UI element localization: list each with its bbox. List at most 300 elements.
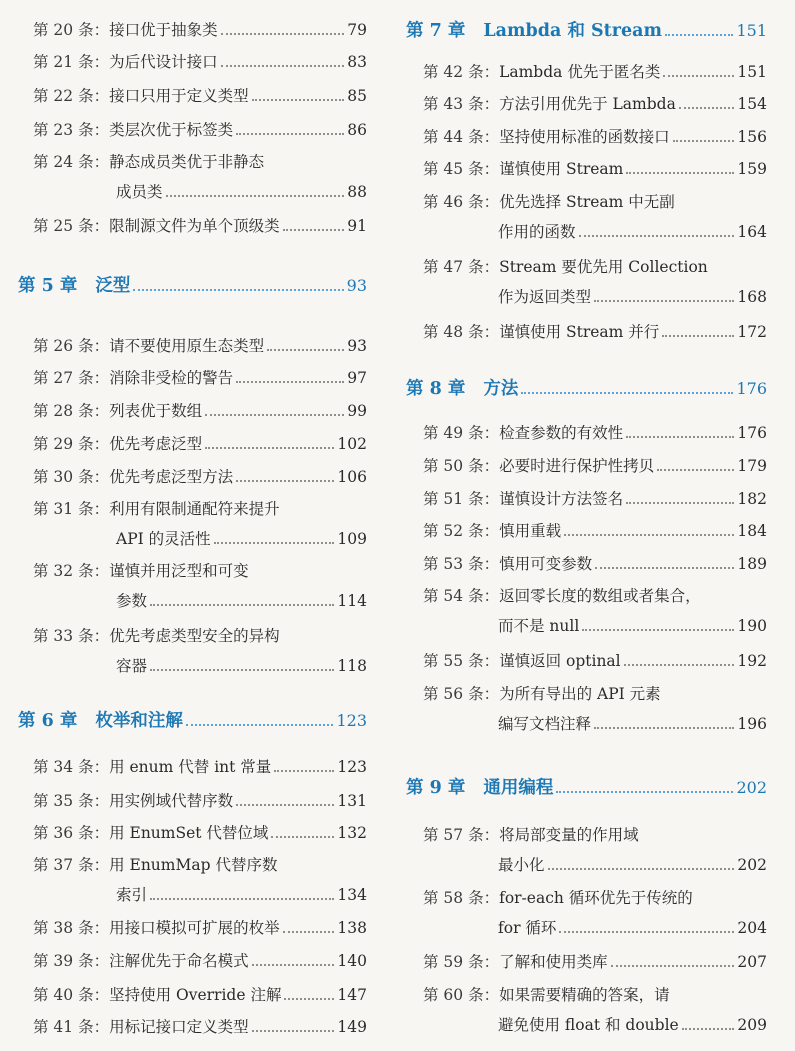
toc-item[interactable] bbox=[0, 15, 385, 45]
chapter-number: 第 5 章 bbox=[18, 276, 78, 296]
dot-leader bbox=[595, 567, 734, 569]
item-title: 注解优先于命名模式 bbox=[109, 952, 249, 970]
item-line bbox=[33, 850, 367, 880]
item-line bbox=[33, 524, 367, 554]
item-line bbox=[33, 556, 367, 586]
page-number: 138 bbox=[337, 919, 367, 937]
toc-item[interactable] bbox=[0, 850, 385, 910]
page-number: 192 bbox=[737, 652, 767, 670]
item-line bbox=[423, 980, 767, 1010]
item-title: 为后代设计接口 bbox=[109, 53, 218, 71]
item-line bbox=[423, 1010, 767, 1040]
item-title: 接口优于抽象类 bbox=[109, 21, 218, 39]
page-number: 132 bbox=[337, 824, 367, 842]
item-number: 第 48 条： bbox=[423, 323, 500, 341]
page-number: 91 bbox=[347, 217, 367, 235]
item-title: 参数 bbox=[116, 592, 148, 610]
page-number: 176 bbox=[737, 424, 767, 442]
item-line bbox=[33, 115, 367, 145]
toc-item[interactable] bbox=[0, 429, 385, 459]
toc-item[interactable] bbox=[0, 621, 385, 681]
item-title: 为所有导出的 API 元素 bbox=[499, 685, 661, 703]
item-title: 谨慎设计方法签名 bbox=[499, 490, 624, 508]
page-number: 93 bbox=[346, 276, 367, 295]
item-line bbox=[423, 187, 767, 217]
item-number: 第 21 条： bbox=[33, 53, 110, 71]
toc-item[interactable] bbox=[398, 980, 795, 1040]
dot-leader bbox=[271, 836, 334, 838]
item-title: 利用有限制通配符来提升 bbox=[109, 500, 280, 518]
item-title: 容器 bbox=[116, 657, 148, 675]
item-number: 第 30 条： bbox=[33, 468, 110, 486]
item-title: 谨慎使用 Stream 并行 bbox=[499, 323, 660, 341]
item-line bbox=[33, 462, 367, 492]
item-number: 第 55 条： bbox=[423, 652, 500, 670]
item-title: 静态成员类优于非静态 bbox=[109, 153, 265, 171]
dot-leader bbox=[665, 34, 733, 36]
page-number: 147 bbox=[337, 986, 367, 1004]
item-number: 第 39 条： bbox=[33, 952, 110, 970]
item-title: 用实例域代替序数 bbox=[109, 792, 234, 810]
item-title: 最小化 bbox=[498, 856, 545, 874]
chapter-line bbox=[18, 270, 367, 302]
page-number: 164 bbox=[737, 223, 767, 241]
dot-leader bbox=[521, 392, 733, 394]
item-line bbox=[33, 177, 367, 207]
page-number: 202 bbox=[736, 778, 767, 797]
item-line bbox=[423, 883, 767, 913]
page-number: 204 bbox=[737, 919, 767, 937]
page-number: 140 bbox=[337, 952, 367, 970]
chapter-title: Lambda 和 Stream bbox=[483, 21, 662, 41]
dot-leader bbox=[657, 469, 734, 471]
item-title: 优先考虑泛型方法 bbox=[109, 468, 234, 486]
item-title: 方法引用优先于 Lambda bbox=[499, 95, 676, 113]
page-number: 182 bbox=[737, 490, 767, 508]
item-title: 慎用重载 bbox=[499, 522, 562, 540]
chapter-number: 第 7 章 bbox=[406, 21, 466, 41]
item-number: 第 50 条： bbox=[423, 457, 500, 475]
page-number: 154 bbox=[737, 95, 767, 113]
item-number: 第 35 条： bbox=[33, 792, 110, 810]
toc-item[interactable] bbox=[0, 494, 385, 554]
item-number: 第 24 条： bbox=[33, 153, 110, 171]
item-title: Lambda 优先于匿名类 bbox=[499, 63, 661, 81]
chapter-line bbox=[406, 373, 767, 405]
toc-item[interactable] bbox=[398, 451, 795, 481]
item-number: 第 46 条： bbox=[423, 193, 500, 211]
item-number: 第 25 条： bbox=[33, 217, 110, 235]
dot-leader bbox=[150, 669, 334, 671]
page-number: 151 bbox=[736, 21, 767, 40]
dot-leader bbox=[214, 542, 335, 544]
item-title: 谨慎使用 Stream bbox=[499, 160, 624, 178]
item-line bbox=[423, 820, 767, 850]
item-number: 第 28 条： bbox=[33, 402, 110, 420]
item-line bbox=[33, 363, 367, 393]
item-number: 第 45 条： bbox=[423, 160, 500, 178]
item-title: 用接口模拟可扩展的枚举 bbox=[109, 919, 280, 937]
item-title: 坚持使用 Override 注解 bbox=[109, 986, 282, 1004]
chapter-title: 通用编程 bbox=[483, 778, 554, 798]
item-title: 请不要使用原生态类型 bbox=[109, 337, 265, 355]
item-line bbox=[33, 786, 367, 816]
item-title: 成员类 bbox=[116, 183, 163, 201]
item-line bbox=[33, 621, 367, 651]
dot-leader bbox=[594, 300, 734, 302]
toc-item[interactable] bbox=[0, 81, 385, 111]
item-number: 第 20 条： bbox=[33, 21, 110, 39]
toc-item[interactable] bbox=[0, 980, 385, 1010]
item-line bbox=[423, 646, 767, 676]
dot-leader bbox=[133, 289, 343, 291]
item-number: 第 54 条： bbox=[423, 587, 500, 605]
toc-item[interactable] bbox=[0, 1012, 385, 1042]
item-title: 类层次优于标签类 bbox=[109, 121, 234, 139]
dot-leader bbox=[283, 229, 345, 231]
item-number: 第 44 条： bbox=[423, 128, 500, 146]
item-title: 消除非受检的警告 bbox=[109, 369, 234, 387]
page-number: 97 bbox=[347, 369, 367, 387]
item-line bbox=[33, 494, 367, 524]
dot-leader bbox=[556, 791, 733, 793]
page-number: 123 bbox=[336, 711, 367, 730]
item-number: 第 53 条： bbox=[423, 555, 500, 573]
item-title: 编写文档注释 bbox=[498, 715, 592, 733]
page-number: 79 bbox=[347, 21, 367, 39]
page-number: 134 bbox=[337, 886, 367, 904]
toc-item[interactable] bbox=[398, 549, 795, 579]
item-number: 第 51 条： bbox=[423, 490, 500, 508]
dot-leader bbox=[221, 33, 345, 35]
item-number: 第 42 条： bbox=[423, 63, 500, 81]
item-number: 第 37 条： bbox=[33, 856, 110, 874]
toc-item[interactable] bbox=[0, 752, 385, 782]
toc-item[interactable] bbox=[398, 646, 795, 676]
dot-leader bbox=[267, 349, 344, 351]
page-number: 88 bbox=[347, 183, 367, 201]
item-title: 避免使用 float 和 double bbox=[498, 1016, 679, 1034]
item-title: 用 EnumMap 代替序数 bbox=[109, 856, 278, 874]
page-number: 123 bbox=[337, 758, 367, 776]
toc-item[interactable] bbox=[0, 211, 385, 241]
item-line bbox=[33, 980, 367, 1010]
page-number: 207 bbox=[737, 953, 767, 971]
item-line bbox=[423, 57, 767, 87]
chapter-title: 枚举和注解 bbox=[95, 711, 183, 731]
item-line bbox=[423, 282, 767, 312]
item-number: 第 33 条： bbox=[33, 627, 110, 645]
item-number: 第 31 条： bbox=[33, 500, 110, 518]
dot-leader bbox=[236, 133, 344, 135]
dot-leader bbox=[236, 381, 344, 383]
toc-item[interactable] bbox=[398, 122, 795, 152]
page-number: 102 bbox=[337, 435, 367, 453]
item-line bbox=[423, 581, 767, 611]
item-line bbox=[423, 484, 767, 514]
dot-leader bbox=[679, 107, 735, 109]
item-title: for 循环 bbox=[498, 919, 557, 937]
item-line bbox=[33, 651, 367, 681]
page-number: 149 bbox=[337, 1018, 367, 1036]
item-number: 第 26 条： bbox=[33, 337, 110, 355]
page-number: 114 bbox=[337, 592, 367, 610]
dot-leader bbox=[150, 898, 334, 900]
item-number: 第 43 条： bbox=[423, 95, 500, 113]
toc-item[interactable] bbox=[0, 556, 385, 616]
item-line bbox=[423, 611, 767, 641]
dot-leader bbox=[548, 868, 735, 870]
dot-leader bbox=[662, 335, 734, 337]
toc-item[interactable] bbox=[398, 418, 795, 448]
item-title: 优先考虑泛型 bbox=[109, 435, 203, 453]
chapter-line bbox=[406, 15, 767, 47]
item-line bbox=[33, 818, 367, 848]
item-line bbox=[423, 913, 767, 943]
item-number: 第 34 条： bbox=[33, 758, 110, 776]
toc-item[interactable] bbox=[0, 913, 385, 943]
page-number: 168 bbox=[737, 288, 767, 306]
dot-leader bbox=[284, 998, 334, 1000]
dot-leader bbox=[283, 931, 335, 933]
item-line bbox=[33, 1012, 367, 1042]
item-line bbox=[33, 429, 367, 459]
page-number: 151 bbox=[737, 63, 767, 81]
item-line bbox=[423, 549, 767, 579]
chapter-number: 第 6 章 bbox=[18, 711, 78, 731]
item-number: 第 36 条： bbox=[33, 824, 110, 842]
item-number: 第 22 条： bbox=[33, 87, 110, 105]
chapter-heading[interactable] bbox=[398, 15, 795, 47]
item-title: 必要时进行保护性拷贝 bbox=[499, 457, 655, 475]
chapter-title: 泛型 bbox=[95, 276, 131, 296]
dot-leader bbox=[564, 534, 734, 536]
item-line bbox=[33, 396, 367, 426]
item-title: 接口只用于定义类型 bbox=[109, 87, 249, 105]
dot-leader bbox=[611, 965, 735, 967]
dot-leader bbox=[236, 480, 334, 482]
item-title: 索引 bbox=[116, 886, 148, 904]
item-title: 谨慎返回 optinal bbox=[499, 652, 621, 670]
item-line bbox=[423, 850, 767, 880]
item-number: 第 56 条： bbox=[423, 685, 500, 703]
page-number: 172 bbox=[737, 323, 767, 341]
dot-leader bbox=[150, 604, 334, 606]
dot-leader bbox=[252, 1030, 335, 1032]
dot-leader bbox=[582, 629, 734, 631]
item-title: 了解和使用类库 bbox=[499, 953, 608, 971]
item-line bbox=[33, 913, 367, 943]
page-number: 86 bbox=[347, 121, 367, 139]
item-title: 作用的函数 bbox=[498, 223, 576, 241]
toc-item[interactable] bbox=[0, 946, 385, 976]
dot-leader bbox=[682, 1028, 735, 1030]
chapter-line bbox=[18, 705, 367, 737]
dot-leader bbox=[205, 447, 334, 449]
item-number: 第 59 条： bbox=[423, 953, 500, 971]
item-title: 检查参数的有效性 bbox=[499, 424, 624, 442]
chapter-heading[interactable] bbox=[398, 772, 795, 804]
toc-item[interactable] bbox=[398, 679, 795, 739]
page-number: 209 bbox=[737, 1016, 767, 1034]
page-number: 190 bbox=[737, 617, 767, 635]
toc-item[interactable] bbox=[398, 57, 795, 87]
toc-item[interactable] bbox=[398, 883, 795, 943]
chapter-heading[interactable] bbox=[398, 373, 795, 405]
toc-item[interactable] bbox=[0, 786, 385, 816]
item-title: 而不是 null bbox=[498, 617, 580, 635]
item-title: 谨慎并用泛型和可变 bbox=[109, 562, 249, 580]
toc-item[interactable] bbox=[398, 581, 795, 641]
dot-leader bbox=[559, 931, 734, 933]
toc-item[interactable] bbox=[398, 516, 795, 546]
toc-item[interactable] bbox=[0, 115, 385, 145]
item-title: for-each 循环优先于传统的 bbox=[499, 889, 693, 907]
chapter-title: 方法 bbox=[483, 379, 519, 399]
page-number: 156 bbox=[737, 128, 767, 146]
page-number: 202 bbox=[737, 856, 767, 874]
item-number: 第 27 条： bbox=[33, 369, 110, 387]
item-line bbox=[33, 47, 367, 77]
item-title: 限制源文件为单个顶级类 bbox=[109, 217, 280, 235]
item-title: API 的灵活性 bbox=[116, 530, 211, 548]
page-number: 93 bbox=[347, 337, 367, 355]
dot-leader bbox=[166, 195, 345, 197]
page-number: 118 bbox=[337, 657, 367, 675]
dot-leader bbox=[274, 770, 334, 772]
item-number: 第 41 条： bbox=[33, 1018, 110, 1036]
toc-item[interactable] bbox=[398, 484, 795, 514]
item-title: 用 EnumSet 代替位域 bbox=[109, 824, 269, 842]
item-title: 坚持使用标准的函数接口 bbox=[499, 128, 670, 146]
item-line bbox=[423, 317, 767, 347]
item-title: Stream 要优先用 Collection bbox=[499, 258, 708, 276]
toc-item[interactable] bbox=[398, 252, 795, 312]
item-number: 第 58 条： bbox=[423, 889, 500, 907]
page-number: 83 bbox=[347, 53, 367, 71]
toc-item[interactable] bbox=[0, 331, 385, 361]
item-title: 将局部变量的作用域 bbox=[499, 826, 639, 844]
item-line bbox=[423, 154, 767, 184]
item-title: 用标记接口定义类型 bbox=[109, 1018, 249, 1036]
toc-item[interactable] bbox=[0, 363, 385, 393]
item-number: 第 57 条： bbox=[423, 826, 500, 844]
page-number: 106 bbox=[337, 468, 367, 486]
dot-leader bbox=[624, 664, 735, 666]
item-title: 如果需要精确的答案，请 bbox=[499, 986, 670, 1004]
dot-leader bbox=[205, 414, 344, 416]
toc-item[interactable] bbox=[0, 462, 385, 492]
page-number: 179 bbox=[737, 457, 767, 475]
chapter-line bbox=[406, 772, 767, 804]
chapter-heading[interactable] bbox=[0, 705, 385, 737]
item-line bbox=[33, 946, 367, 976]
toc-item[interactable] bbox=[398, 89, 795, 119]
page-number: 159 bbox=[737, 160, 767, 178]
toc-item[interactable] bbox=[398, 154, 795, 184]
item-number: 第 29 条： bbox=[33, 435, 110, 453]
item-number: 第 40 条： bbox=[33, 986, 110, 1004]
item-number: 第 38 条： bbox=[33, 919, 110, 937]
item-line bbox=[33, 211, 367, 241]
item-line bbox=[423, 418, 767, 448]
item-number: 第 47 条： bbox=[423, 258, 500, 276]
page-number: 109 bbox=[337, 530, 367, 548]
item-line bbox=[33, 15, 367, 45]
toc-item[interactable] bbox=[0, 47, 385, 77]
dot-leader bbox=[252, 99, 345, 101]
item-line bbox=[423, 252, 767, 282]
item-title: 列表优于数组 bbox=[109, 402, 203, 420]
item-number: 第 49 条： bbox=[423, 424, 500, 442]
item-title: 优先选择 Stream 中无副 bbox=[499, 193, 675, 211]
page-number: 189 bbox=[737, 555, 767, 573]
dot-leader bbox=[673, 140, 735, 142]
dot-leader bbox=[626, 436, 734, 438]
page-number: 196 bbox=[737, 715, 767, 733]
chapter-number: 第 8 章 bbox=[406, 379, 466, 399]
dot-leader bbox=[221, 65, 345, 67]
toc-item[interactable] bbox=[398, 187, 795, 247]
page-number: 176 bbox=[736, 379, 767, 398]
chapter-number: 第 9 章 bbox=[406, 778, 466, 798]
toc-item[interactable] bbox=[398, 947, 795, 977]
dot-leader bbox=[663, 75, 734, 77]
item-line bbox=[33, 81, 367, 111]
dot-leader bbox=[236, 804, 334, 806]
item-title: 作为返回类型 bbox=[498, 288, 592, 306]
page-number: 85 bbox=[347, 87, 367, 105]
item-line bbox=[423, 217, 767, 247]
item-line bbox=[423, 709, 767, 739]
item-title: 优先考虑类型安全的异构 bbox=[109, 627, 280, 645]
item-line bbox=[423, 451, 767, 481]
dot-leader bbox=[626, 172, 734, 174]
page-number: 184 bbox=[737, 522, 767, 540]
toc-item[interactable] bbox=[398, 317, 795, 347]
item-line bbox=[423, 947, 767, 977]
dot-leader bbox=[579, 235, 735, 237]
item-line bbox=[423, 679, 767, 709]
dot-leader bbox=[626, 502, 734, 504]
toc-item[interactable] bbox=[0, 147, 385, 207]
item-line bbox=[33, 331, 367, 361]
item-line bbox=[423, 122, 767, 152]
dot-leader bbox=[186, 724, 334, 726]
page-number: 99 bbox=[347, 402, 367, 420]
item-line bbox=[33, 880, 367, 910]
toc-item[interactable] bbox=[0, 396, 385, 426]
item-line bbox=[33, 586, 367, 616]
item-number: 第 32 条： bbox=[33, 562, 110, 580]
item-line bbox=[423, 516, 767, 546]
item-line bbox=[33, 147, 367, 177]
item-line bbox=[423, 89, 767, 119]
item-title: 返回零长度的数组或者集合， bbox=[499, 587, 701, 605]
toc-item[interactable] bbox=[0, 818, 385, 848]
toc-item[interactable] bbox=[398, 820, 795, 880]
page-number: 131 bbox=[337, 792, 367, 810]
item-line bbox=[33, 752, 367, 782]
dot-leader bbox=[252, 964, 335, 966]
item-title: 慎用可变参数 bbox=[499, 555, 593, 573]
chapter-heading[interactable] bbox=[0, 270, 385, 302]
item-title: 用 enum 代替 int 常量 bbox=[109, 758, 272, 776]
item-number: 第 52 条： bbox=[423, 522, 500, 540]
item-number: 第 60 条： bbox=[423, 986, 500, 1004]
item-number: 第 23 条： bbox=[33, 121, 110, 139]
dot-leader bbox=[594, 727, 734, 729]
